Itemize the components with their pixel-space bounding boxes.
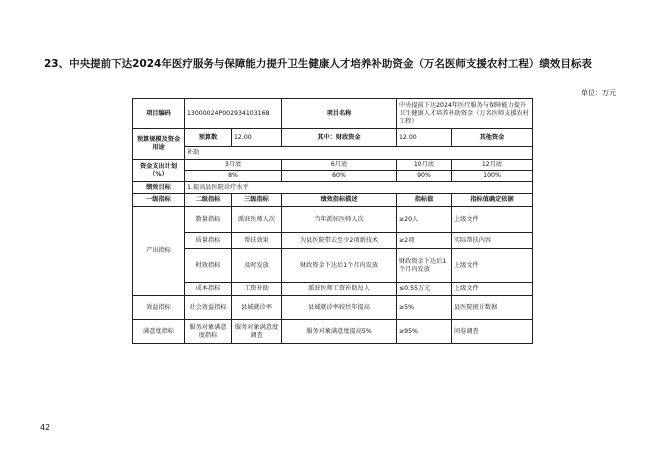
level2-cell: 时效指标 [185, 249, 232, 283]
level2-cell: 社会效益指标 [185, 296, 232, 320]
column-header: 绩效指标描述 [282, 194, 397, 207]
table-row [133, 147, 533, 160]
usage-text: 补助 [185, 147, 533, 160]
column-header: 指标值 [397, 194, 452, 207]
plan-header: 6月底 [282, 160, 397, 171]
level2-cell: 数量指标 [185, 207, 232, 233]
unit-label: 单位：万元 [581, 89, 616, 97]
value-cell: ≥2项 [397, 233, 452, 249]
basis-cell: 实际帮扶内容 [452, 233, 533, 249]
plan-value: 90% [397, 171, 452, 182]
project-code: 13000024P002934103168 [185, 99, 282, 129]
column-header: 二级指标 [185, 194, 232, 207]
table-row [133, 129, 533, 147]
level3-cell: 工资补助 [232, 283, 282, 296]
desc-cell: 财政资金下达后1个月内发放 [282, 249, 397, 283]
benefit-label: 效益指标 [133, 296, 185, 320]
column-header: 指标值确定依据 [452, 194, 533, 207]
value-cell: ≤0.55万元 [397, 283, 452, 296]
level3-cell: 服务对象满意度调查 [232, 320, 282, 344]
page-number: 42 [40, 423, 51, 432]
level3-cell: 县域就诊率 [232, 296, 282, 320]
table-row [133, 233, 533, 249]
budget-amount-label: 预算数 [185, 129, 232, 147]
value-cell: 财政资金下达后1个月内发放 [397, 249, 452, 283]
value-cell: ≥5% [397, 296, 452, 320]
level2-cell: 服务对象满意度指标 [185, 320, 232, 344]
other-label: 其他资金 [452, 129, 533, 147]
plan-header: 12月底 [452, 160, 533, 171]
table-row [133, 283, 533, 296]
desc-cell: 县域就诊率较往年提高 [282, 296, 397, 320]
goal-label: 绩效目标 [133, 182, 185, 194]
basis-cell: 上级文件 [452, 207, 533, 233]
output-label: 产出指标 [133, 207, 185, 296]
table-row [133, 182, 533, 194]
desc-cell: 派驻医师工资补助每人 [282, 283, 397, 296]
project-name: 中央提前下达2024年医疗服务与保障能力提升卫生健康人才培养补助资金（万名医师支援农村工程） [397, 99, 533, 129]
project-name-label: 项目名称 [282, 99, 397, 129]
level2-cell: 成本指标 [185, 283, 232, 296]
budget-label: 预算规模及资金用途 [133, 129, 185, 160]
level2-cell: 质量指标 [185, 233, 232, 249]
table-row [133, 99, 533, 129]
basis-cell: 上级文件 [452, 249, 533, 283]
column-header: 一级指标 [133, 194, 185, 207]
plan-label: 资金支出计划（%） [133, 160, 185, 182]
table-row [133, 249, 533, 283]
value-cell: ≥95% [397, 320, 452, 344]
level3-cell: 帮扶效果 [232, 233, 282, 249]
column-header: 三级指标 [232, 194, 282, 207]
table-row [133, 160, 533, 171]
page-title: 23、中央提前下达2024年医疗服务与保障能力提升卫生健康人才培养补助资金（万名医师支援农村工程）绩效目标表 [44, 58, 592, 70]
project-code-label: 项目编码 [133, 99, 185, 129]
goal-text: 1.提高县医院诊疗水平 [185, 182, 533, 194]
table-row [133, 320, 533, 344]
table-row [133, 296, 533, 320]
performance-table [132, 98, 533, 344]
level3-cell: 及时发放 [232, 249, 282, 283]
desc-cell: 为县医院带去至少2项新技术 [282, 233, 397, 249]
finance-label: 其中：财政资金 [282, 129, 397, 147]
plan-header: 3月底 [185, 160, 282, 171]
basis-cell: 县医院统计数据 [452, 296, 533, 320]
table-row [133, 194, 533, 207]
table-row [133, 171, 533, 182]
plan-value: 8% [185, 171, 282, 182]
value-cell: ≥20人 [397, 207, 452, 233]
budget-amount: 12.00 [232, 129, 282, 147]
plan-value: 60% [282, 171, 397, 182]
plan-header: 10月底 [397, 160, 452, 171]
table-row [133, 207, 533, 233]
level3-cell: 派驻医师人次 [232, 207, 282, 233]
satisfaction-label: 满意度指标 [133, 320, 185, 344]
basis-cell: 问卷调查 [452, 320, 533, 344]
plan-value: 100% [452, 171, 533, 182]
desc-cell: 当年派驻医师人次 [282, 207, 397, 233]
desc-cell: 服务对象满意度提高5% [282, 320, 397, 344]
finance-amount: 12.00 [397, 129, 452, 147]
basis-cell: 上级文件 [452, 283, 533, 296]
